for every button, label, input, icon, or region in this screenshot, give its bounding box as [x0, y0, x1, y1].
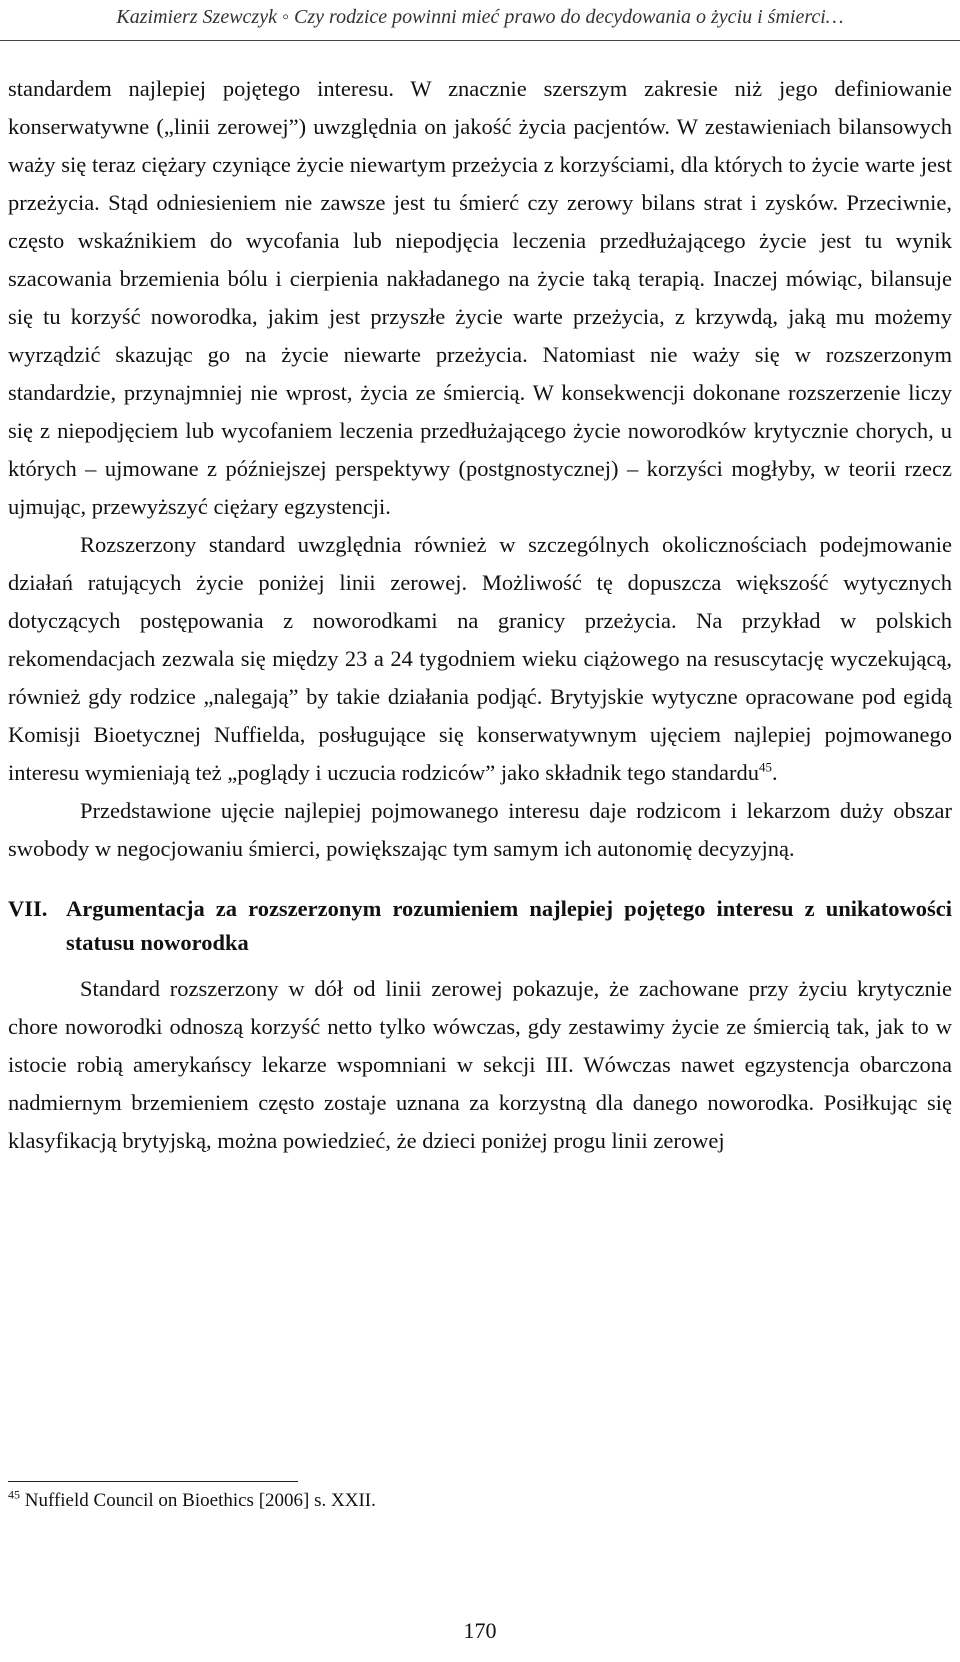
page-number: 170 — [463, 1618, 497, 1643]
footnote — [8, 1488, 376, 1514]
section-title: Argumentacja za rozszerzonym rozumieniem najlepiej pojętego interesu z unikatowości statusu noworodka — [66, 896, 952, 955]
paragraph-2-text: Rozszerzony standard uwzględnia również w szczególnych okolicznościach podejmowanie działań ratujących życie poniżej linii zerowej. Możliwość tę dopuszcza większość wytycznych dotyczących postępowania z noworodkami na granicy przeżycia. Na przykład w polskich rekomendacjach zezwala się między 23 a 24 tygodniem wieku ciążowego na resuscytację wyczekującą, również gdy rodzice „nalegają” by takie działania podjąć. Brytyjskie wytyczne opracowane pod egidą Komisji Bioetycznej Nuffielda, posługujące się konserwatywnym ujęciem najlepiej pojmowanego interesu wymieniają też „poglądy i uczucia rodziców” jako składnik tego standardu — [8, 532, 952, 785]
paragraph-3: Przedstawione ujęcie najlepiej pojmowanego interesu daje rodzicom i lekarzom duży obszar swobody w negocjowaniu śmierci, powiększając tym samym ich autonomię decyzyjną. — [8, 798, 952, 861]
running-header: Kazimierz Szewczyk ◦ Czy rodzice powinni mieć prawo do decydowania o życiu i śmierci… — [0, 0, 960, 41]
footnote-reference[interactable]: 45 — [758, 759, 772, 775]
section-number: VII. — [8, 896, 48, 921]
page-body — [8, 70, 952, 1160]
paragraph-1: standardem najlepiej pojętego interesu. W znacznie szerszym zakresie niż jego definiowanie konserwatywne („linii zerowej”) uwzględnia on jakość życia pacjentów. W zestawieniach bilansowych waży się teraz ciężary czyniące życie niewartym przeżycia z korzyściami, dla których to życie warte jest przeżycia. Stąd odniesieniem nie zawsze jest tu śmierć czy zerowy bilans strat i zysków. Przeciwnie, często wskaźnikiem do wycofania lub niepodjęcia leczenia przedłużającego życie jest tu wynik szacowania brzemienia bólu i cierpienia nakładanego na życie taką terapią. Inaczej mówiąc, bilansuje się tu korzyść noworodka, jakim jest przyszłe życie warte przeżycia, z krzywdą, jaką mu możemy wyrządzić skazując go na życie niewarte przeżycia. Natomiast nie waży się w rozszerzonym standardzie, przynajmniej nie wprost, życia ze śmiercią. W konsekwencji dokonane rozszerzenie liczy się z niepodjęciem lub wycofaniem leczenia przedłużającego życie noworodków krytycznie chorych, u których – ujmowane z późniejszej perspektywy (postgnostycznej) – korzyści mogłyby, w teorii rzecz ujmując, przewyższyć ciężary egzystencji. — [8, 76, 952, 519]
paragraph-4: Standard rozszerzony w dół od linii zerowej pokazuje, że zachowane przy życiu krytycznie chore noworodki odnoszą korzyść netto tylko wówczas, gdy zestawimy życie ze śmiercią tak, jak to w istocie robią amerykańscy lekarze wspomniani w sekcji III. Wówczas nawet egzystencja obarczona nadmiernym brzemieniem często zostaje uznana za korzystną dla danego noworodka. Posiłkując się klasyfikacją brytyjską, można powiedzieć, że dzieci poniżej progu linii zerowej — [8, 976, 952, 1153]
footnote-text: Nuffield Council on Bioethics [2006] s. XXII. — [24, 1490, 376, 1511]
footnote-divider — [8, 1481, 298, 1482]
footnote-number: 45 — [8, 1487, 20, 1502]
paragraph-2 — [8, 526, 952, 792]
paragraph-2-end: . — [771, 760, 778, 785]
section-heading — [8, 892, 952, 960]
